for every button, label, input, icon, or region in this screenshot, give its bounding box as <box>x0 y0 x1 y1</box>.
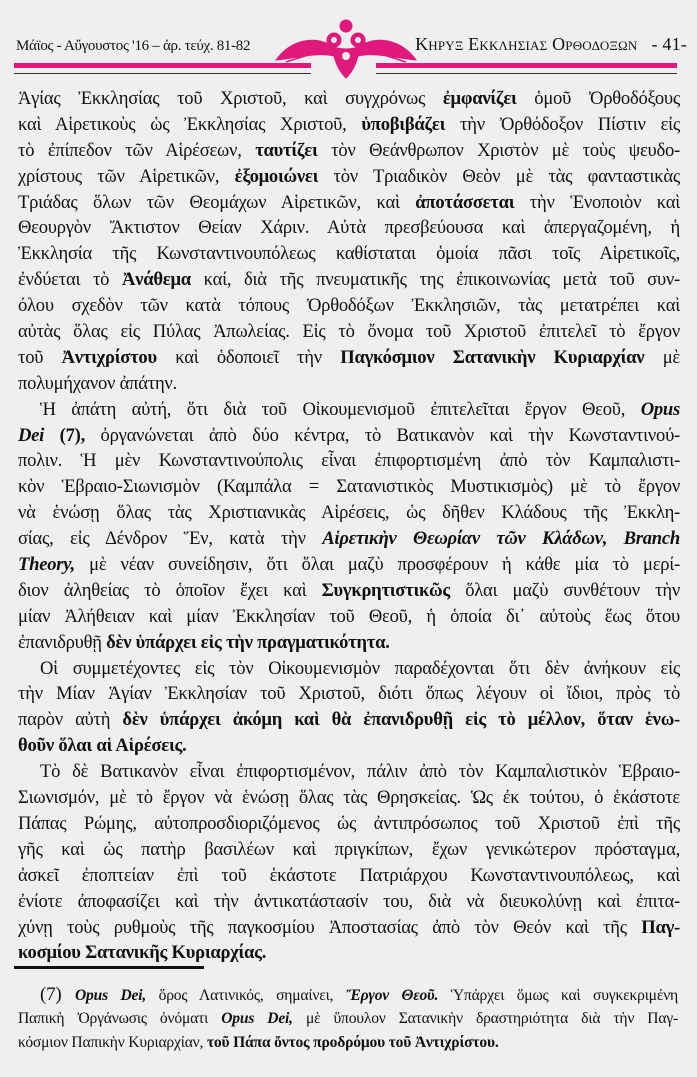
text-line <box>18 397 680 423</box>
text-line <box>18 811 680 837</box>
text-line <box>18 319 680 345</box>
text-segment: ὅρος Λατινικός, σημαίνει, <box>146 987 346 1004</box>
text-line <box>18 190 680 216</box>
text-segment: Παπικὴ Ὀργάνωσις ὀνόματι <box>18 1010 222 1027</box>
bold-italic-text: Theory, <box>18 554 75 576</box>
bold-text: κοσμίου Σατανικῆς Κυριαρχίας. <box>18 942 267 964</box>
bold-italic-text: Opus Dei, <box>74 987 147 1004</box>
bold-text: Ἀνάθεμα <box>121 269 191 291</box>
bold-text: ὑποβιβάζει <box>361 113 446 135</box>
text-segment: ἐνδύεται τὸ <box>18 269 122 291</box>
text-segment: γῆς καὶ ὡς πατὴρ βασιλέων καὶ πριγκίπων, ἔχων γενικώτερον πρόσταγμα, <box>18 838 680 860</box>
bold-italic-text: Opus Dei, <box>221 1010 293 1027</box>
bold-text: ταυτίζει <box>255 139 318 161</box>
header-rule-left <box>14 63 311 68</box>
text-line <box>18 863 680 889</box>
text-line <box>18 215 680 241</box>
header-thin-rule-right <box>376 73 677 74</box>
text-segment: πολιν. Ἡ μὲν Κωνσταντινούπολις εἶναι ἐπιφορτισμένη ἀπὸ τὸν Καμπαλιστι- <box>18 450 680 472</box>
text-line <box>18 983 678 1007</box>
text-segment: καὶ Αἱρετικοὺς ὡς Ἐκκλησίας Χριστοῦ, <box>18 113 362 135</box>
text-segment: μὲ ὕπουλον Σατανικὴν δραστηριότητα διὰ τὴν Παγ- <box>292 1010 678 1027</box>
text-segment: ὀργανώνεται ἀπὸ δύο κέντρα, τὸ Βατικανὸν καὶ τὴν Κωνσταντινού- <box>84 424 680 446</box>
bold-text: τοῦ Πάπα ὄντος προδρόμου τοῦ Ἀντιχρίστου. <box>206 1034 499 1051</box>
text-line <box>18 112 680 138</box>
text-line <box>18 578 680 604</box>
header-rule-right <box>376 63 677 68</box>
text-line <box>18 164 680 190</box>
bold-italic-text: Αἱρετικὴν Θεωρίαν τῶν Κλάδων, Branch <box>322 528 680 550</box>
text-line <box>18 837 680 863</box>
text-line <box>18 345 680 371</box>
text-segment: ἐνίοτε ἀποφασίζει καὶ τὴν ἀντικατάστασίν του, διὰ νὰ διευκολύνῃ καὶ ἐπιτα- <box>18 890 680 912</box>
text-line <box>18 604 680 630</box>
text-segment: Οἱ συμμετέχοντες εἰς τὸν Οἰκουμενισμὸν παραδέχονται ὅτι δὲν ἀνήκουν εἰς <box>40 657 680 679</box>
text-segment: κὸν Ἑβραιο-Σιωνισμὸν (Καμπάλα = Σατανιστικὸς Μυστικισμὸς) μὲ τὸ ἔργον <box>18 476 680 498</box>
bold-text: θοῦν ὅλαι αἱ Αἱρέσεις. <box>18 735 187 757</box>
text-segment: Ὑπάρχει ὅμως καὶ συγκεκριμένη <box>438 987 678 1004</box>
bold-text: ἀποτάσσεται <box>415 191 515 213</box>
text-segment: Θεουργὸν Ἄκτιστον Θείαν Χάριν. Αὐτὰ πρεσβεύουσα καὶ ἀπεργαζομένη, ἡ <box>18 217 680 239</box>
text-line <box>18 707 680 733</box>
footnote-marker: (7) <box>40 984 75 1005</box>
text-segment: Ἐκκλησία τῆς Κωνσταντινουπόλεως καθίσταται ὁμοία πᾶσι τοῖς Αἱρετικοῖς, <box>18 243 680 265</box>
text-line <box>18 733 680 759</box>
bold-text: δὲν ὑπάρχει ἀκόμη καὶ θὰ ἐπανιδρυθῇ εἰς τὸ μέλλον, ὅταν ἑνω- <box>122 709 680 731</box>
text-line <box>18 423 680 449</box>
journal-title: Κηρυξ Εκκλησιας Ορθοδοξων <box>415 34 638 54</box>
text-segment: παρὸν αὐτὴ <box>18 709 123 731</box>
double-headed-eagle-logo <box>272 16 420 80</box>
text-segment: χρίστους τῶν Αἱρετικῶν, <box>18 165 235 187</box>
text-segment: τὸν Θεάνθρωπον Χριστὸν μὲ τοὺς ψευδο- <box>317 139 680 161</box>
text-segment: κόσμιον Παπικὴν Κυριαρχίαν, <box>18 1034 207 1051</box>
text-segment: Τὸ δὲ Βατικανὸν εἶναι ἐπιφορτισμένον, πάλιν ἀπὸ τὸν Καμπαλιστικὸν Ἑβραιο- <box>40 761 680 783</box>
journal-title-and-page <box>415 34 687 55</box>
text-line <box>18 630 680 656</box>
text-line <box>18 474 680 500</box>
text-line <box>18 448 680 474</box>
footnote <box>18 983 678 1055</box>
header-thin-rule-left <box>14 73 311 74</box>
footnote-separator <box>14 966 204 969</box>
text-line <box>18 293 680 319</box>
text-segment: διον ἀληθείας τὸ ὁποῖον ἔχει καὶ <box>18 579 322 601</box>
text-segment: τὴν Ὀρθόδοξον Πίστιν εἰς <box>445 113 680 135</box>
text-segment: τοῦ <box>18 346 62 368</box>
bold-italic-text: Dei <box>18 424 45 446</box>
text-segment: ὁμοῦ Ὀρθοδόξους <box>516 88 680 109</box>
text-segment: Σιωνισμόν, μὲ τὸ ἔργον νὰ ἑνώσῃ ὅλας τὰς Θρησκείας. Ὡς ἐκ τούτου, ὁ ἑκάστοτε <box>18 787 680 809</box>
text-line <box>18 86 680 112</box>
page-number: - 41- <box>651 34 687 54</box>
text-line <box>18 940 680 966</box>
text-line <box>18 1007 678 1031</box>
bold-italic-text: Opus <box>640 398 680 420</box>
text-segment: τὸ ἐπίπεδον τῶν Αἱρέσεων, <box>18 139 256 161</box>
text-segment: χύνῃ τοὺς ρυθμοὺς τῆς παγκοσμίου Ἀποστασίας ἀπὸ τὸν Θεόν καὶ τῆς <box>18 916 642 938</box>
text-segment: μίαν Ἀλήθειαν καὶ μίαν Ἐκκλησίαν τοῦ Θεοῦ, ἡ ὁποία δι᾽ αὐτοὺς ἕως ὅτου <box>18 605 680 627</box>
bold-text: Παγ- <box>641 916 680 938</box>
text-segment: Ἡ ἀπάτη αὐτή, ὅτι διὰ τοῦ Οἰκουμενισμοῦ ἐπιτελεῖται ἔργον Θεοῦ, <box>40 398 641 420</box>
text-segment: Τριάδας ὅλων τῶν Θεομάχων Αἱρετικῶν, καὶ <box>18 191 416 213</box>
text-line <box>18 889 680 915</box>
text-segment: όλου σχεδὸν τῶν κατὰ τόπους Ὀρθοδόξων Ἐκκλησιῶν, τὰς μετατρέπει καὶ <box>18 295 680 317</box>
bold-text: δὲν ὑπάρχει εἰς τὴν πραγματικότητα. <box>106 631 390 653</box>
bold-text: Παγκόσμιον Σατανικὴν Κυριαρχίαν <box>340 346 645 368</box>
text-segment: καί, διὰ τῆς πνευματικῆς της ἐπικοινωνίας μετὰ τοῦ συν- <box>190 269 680 291</box>
text-line <box>18 526 680 552</box>
page-header <box>0 0 697 80</box>
text-segment: Ἁγίας Ἐκκλησίας τοῦ Χριστοῦ, καὶ συγχρόνως <box>18 88 443 109</box>
text-line <box>18 915 680 941</box>
text-segment: νὰ ἑνώσῃ ὅλας τὰς Χριστιανικὰς Αἱρέσεις, ὡς δῆθεν Κλάδους τῆς Ἐκκλη- <box>18 502 680 524</box>
text-segment: πολυμήχανον ἀπάτην. <box>18 372 177 394</box>
text-segment: ἀσκεῖ ἐποπτείαν ἐπὶ τοῦ ἑκάστοτε Πατριάρχου Κωνσταντινουπόλεως, καὶ <box>18 864 680 886</box>
text-segment: μὲ <box>644 346 680 368</box>
text-segment: ὅλαι μαζὺ συνθέτουν τὴν <box>450 579 680 601</box>
text-segment: Πάπας Ρώμης, αὐτοπροσδιοριζόμενος ὡς ἀντιπρόσωπος τοῦ Χριστοῦ ἐπὶ τῆς <box>18 812 680 834</box>
bold-text: Ἀντιχρίστου <box>61 346 157 368</box>
text-line <box>18 785 680 811</box>
text-segment: τὸν Τριαδικὸν Θεὸν μὲ τὰς φανταστικὰς <box>318 165 680 187</box>
issue-info: Μάϊος - Αὔγουστος '16 – ἀρ. τεύχ. 81-82 <box>16 38 251 54</box>
text-line <box>18 656 680 682</box>
bold-italic-text: Ἔργον Θεοῦ. <box>345 987 439 1004</box>
text-line <box>18 138 680 164</box>
text-line <box>18 1031 678 1055</box>
text-line <box>18 371 680 397</box>
text-line <box>18 552 680 578</box>
bold-text: Συγκρητιστικῶς <box>321 579 450 601</box>
text-segment: ἐπανιδρυθῇ <box>18 631 107 653</box>
text-segment: μὲ νέαν συνείδησιν, ὅτι ὅλαι μαζὺ προσφέρουν ἡ κάθε μία τὸ μερί- <box>74 554 680 576</box>
text-segment: τὴν Ἑνοποιὸν καὶ <box>514 191 680 213</box>
text-segment: αὐτὰς ὅλας εἰς Πύλας Ἀπωλείας. Εἰς τὸ ὄνομα τοῦ Χριστοῦ ἐπιτελεῖ τὸ ἔργον <box>18 321 680 343</box>
bold-text: (7), <box>44 424 85 446</box>
bold-text: ἐμφανίζει <box>442 88 517 109</box>
text-line <box>18 681 680 707</box>
text-segment: καὶ ὁδοποιεῖ τὴν <box>156 346 341 368</box>
article-body <box>18 86 680 966</box>
text-line <box>18 759 680 785</box>
text-segment: σίας, εἰς Δένδρον Ἕν, κατὰ τὴν <box>18 528 323 550</box>
text-line <box>18 241 680 267</box>
text-line <box>18 500 680 526</box>
text-segment: τὴν Μίαν Ἁγίαν Ἐκκλησίαν τοῦ Χριστοῦ, διότι ὅπως λέγουν οἱ ἴδιοι, πρὸς τὸ <box>18 683 680 705</box>
bold-text: ἐξομοιώνει <box>234 165 319 187</box>
text-line <box>18 267 680 293</box>
